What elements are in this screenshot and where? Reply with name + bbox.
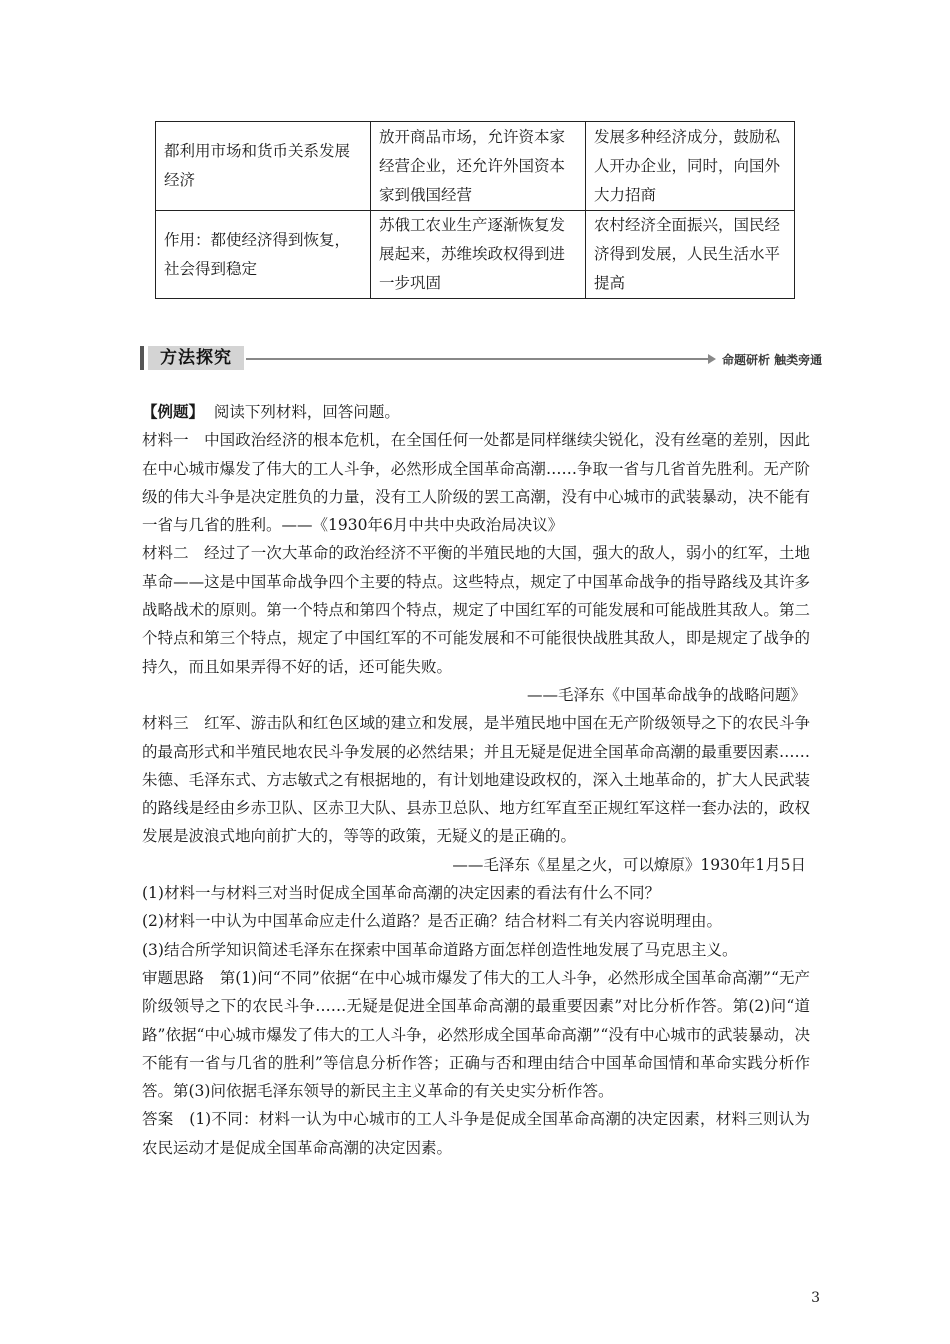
material-two: 材料二 经过了一次大革命的政治经济不平衡的半殖民地的大国，强大的敌人，弱小的红军，土地革命——这是中国革命战争四个主要的特点。这些特点，规定了中国革命战争的指导路线及其许多战略战术的原则。第一个特点和第四个特点，规定了中国红军的可能发展和可能战胜其敌人。第二个特点和第三个特点，规定了中国红军的不可能发展和不可能很快战胜其敌人，即是规定了战争的持久，而且如果弄得不好的话，还可能失败。	[142, 544, 810, 676]
example-intro: 阅读下列材料，回答问题。	[213, 403, 400, 421]
table-cell: 发展多种经济成分，鼓励私人开办企业，同时，向国外大力招商	[586, 122, 795, 211]
section-title: 方法探究	[148, 346, 244, 370]
material-two-source: ——毛泽东《中国革命战争的战略问题》	[526, 685, 806, 704]
answer-paragraph: 答案 (1)不同：材料一认为中心城市的工人斗争是促成全国革命高潮的决定因素，材料三则认为农民运动才是促成全国革命高潮的决定因素。	[142, 1110, 810, 1157]
divider-arrow-icon	[708, 354, 716, 364]
material-three-source: ——毛泽东《星星之火，可以燎原》1930年1月5日	[452, 855, 806, 874]
section-subtitle: 命题研析 触类旁通	[722, 353, 823, 367]
table-row	[156, 211, 795, 299]
question-two: (2)材料一中认为中国革命应走什么道路？是否正确？结合材料二有关内容说明理由。	[142, 912, 722, 931]
section-header	[140, 344, 823, 374]
table-cell: 苏俄工农业生产逐渐恢复发展起来，苏维埃政权得到进一步巩固	[371, 211, 586, 299]
section-divider	[246, 358, 714, 360]
analysis-paragraph: 审题思路 第(1)问“不同”依据“在中心城市爆发了伟大的工人斗争，必然形成全国革命高潮”“无产阶级领导之下的农民斗争……无疑是促进全国革命高潮的最重要因素”对比分析作答。第(2)问“道路”依据“中心城市爆发了伟大的工人斗争，必然形成全国革命高潮”“没有中心城市的武装暴动，决不能有一省与几省的胜利”等信息分析作答；正确与否和理由结合中国革命国情和革命实践分析作答。第(3)问依据毛泽东领导的新民主主义革命的有关史实分析作答。	[142, 968, 810, 1101]
page-number: 3	[811, 1290, 820, 1306]
question-three: (3)结合所学知识简述毛泽东在探索中国革命道路方面怎样创造性地发展了马克思主义。	[142, 940, 738, 959]
question-one: (1)材料一与材料三对当时促成全国革命高潮的决定因素的看法有什么不同？	[142, 884, 660, 903]
material-three: 材料三 红军、游击队和红色区域的建立和发展，是半殖民地中国在无产阶级领导之下的农民斗争的最高形式和半殖民地农民斗争发展的必然结果；并且无疑是促进全国革命高潮的最重要因素……朱德、毛泽东式、方志敏式之有根据地的，有计划地建设政权的，深入土地革命的，扩大人民武装的路线是经由乡赤卫队、区赤卫大队、县赤卫总队、地方红军直至正规红军这样一套办法的，政权发展是波浪式地向前扩大的，等等的政策，无疑义的是正确的。	[142, 714, 810, 846]
table-row	[156, 122, 795, 211]
table-cell: 都利用市场和货币关系发展经济	[156, 122, 371, 211]
example-tag: 【例题】	[142, 402, 205, 421]
material-one: 材料一 中国政治经济的根本危机，在全国任何一处都是同样继续尖锐化，没有丝毫的差别，因此在中心城市爆发了伟大的工人斗争，必然形成全国革命高潮……争取一省与几省首先胜利。无产阶级的伟大斗争是决定胜负的力量，没有工人阶级的罢工高潮，没有中心城市的武装暴动，决不能有一省与几省的胜利。——《1930年6月中共中央政治局决议》	[142, 431, 810, 535]
section-accent-bar	[140, 346, 144, 370]
example-body	[142, 398, 810, 1162]
example-intro-line	[142, 398, 810, 426]
comparison-table	[155, 121, 795, 299]
table-cell: 农村经济全面振兴，国民经济得到发展，人民生活水平提高	[586, 211, 795, 299]
table-cell: 放开商品市场，允许资本家经营企业，还允许外国资本家到俄国经营	[371, 122, 586, 211]
table-cell: 作用：都使经济得到恢复，社会得到稳定	[156, 211, 371, 299]
